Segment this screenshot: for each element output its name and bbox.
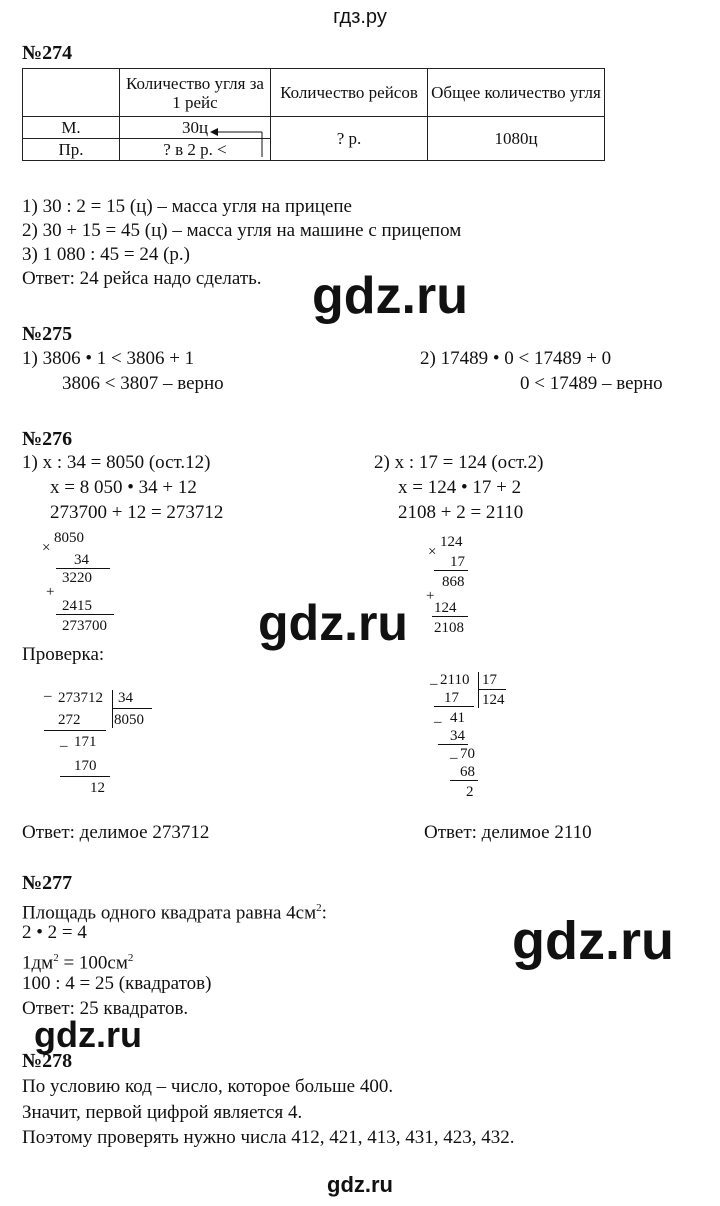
task-274-line-1: 1) 30 : 2 = 15 (ц) – масса угля на прицепе [22,196,352,217]
times-sign: × [428,544,437,560]
task-276-right-2: x = 124 • 17 + 2 [398,477,522,498]
mul-a-multiplicand: 8050 [54,530,84,546]
minus-sign: – [434,714,442,730]
task-276-left-1: 1) x : 34 = 8050 (ост.12) [22,452,211,473]
watermark-2: gdz.ru [258,595,408,651]
long-division-b [426,664,526,804]
colon: : [321,902,327,924]
mul-a-partial-2: 2415 [62,598,92,614]
task-276-answer-a: Ответ: делимое 273712 [22,822,210,843]
div-b-dividend: 2110 [440,672,470,688]
div-a-remainder-1: 171 [74,734,97,750]
superscript: 2 [316,902,322,914]
minus-sign: – [430,676,438,692]
mul-a-result: 273700 [62,618,107,634]
task-278-title: №278 [22,1050,73,1072]
minus-sign: – [450,750,458,766]
task-278-line-1: По условию код – число, которое больше 400. [22,1076,394,1097]
table-row-label-m: М. [23,117,120,139]
task-275-right-2: 0 < 17489 – верно [520,373,663,394]
table-cell-trips: ? р. [271,117,428,161]
plus-sign: + [426,588,435,604]
task-277-line-4: 100 : 4 = 25 (квадратов) [22,973,212,994]
mul-a-partial-1: 3220 [62,570,92,586]
table-cell-total: 1080ц [428,117,605,161]
div-a-sub-1: 272 [58,712,81,728]
task-275-left-2: 3806 < 3807 – верно [62,373,224,394]
task-274-title: №274 [22,42,73,64]
task-276-right-1: 2) x : 17 = 124 (ост.2) [374,452,544,473]
plus-sign: + [46,584,55,600]
site-header: гдз.ру [333,6,387,28]
task-276-right-3: 2108 + 2 = 2110 [398,502,524,523]
div-a-sub-2: 170 [74,758,97,774]
table-corner [23,69,120,117]
table-header-trips: Количество рейсов [271,69,428,117]
task-275-left-1: 1) 3806 • 1 < 3806 + 1 [22,348,195,369]
area-text: Площадь одного квадрата равна 4см [22,902,317,924]
mul-b-result: 2108 [434,620,464,636]
comparison-arrow-icon [200,124,270,160]
task-277-title: №277 [22,872,73,894]
task-278-line-3: Поэтому проверять нужно числа 412, 421, 413, 431, 423, 432. [22,1127,515,1148]
minus-sign: – [60,738,68,754]
watermark-1: gdz.ru [312,267,468,325]
task-274-line-2: 2) 30 + 15 = 45 (ц) – масса угля на машине с прицепом [22,220,462,241]
div-a-dividend: 273712 [58,690,103,706]
watermark-4: gdz.ru [34,1014,142,1055]
multiplication-b [420,530,500,638]
task-277-line-1 [22,897,327,924]
mul-b-multiplier: 17 [450,554,465,570]
table-cell-pr-value: ? в 2 р. < [120,139,271,161]
task-277-line-2: 2 • 2 = 4 [22,922,87,943]
div-b-sub-1: 17 [444,690,459,706]
div-b-quotient: 124 [482,692,505,708]
task-274-line-3: 3) 1 080 : 45 = 24 (р.) [22,244,190,265]
task-274-table [22,68,605,161]
cm-text: = 100см [58,952,128,974]
site-footer: gdz.ru [327,1172,393,1197]
div-a-divisor: 34 [118,690,133,706]
task-276-left-3: 273700 + 12 = 273712 [50,502,224,523]
times-sign: × [42,540,51,556]
long-division-a [30,680,170,800]
task-276-left-2: x = 8 050 • 34 + 12 [50,477,197,498]
mul-b-partial-2: 124 [434,600,457,616]
mul-b-multiplicand: 124 [440,534,463,550]
task-277-answer: Ответ: 25 квадратов. [22,998,189,1019]
dm-text: 1дм [22,952,54,974]
table-cell-m-value: 30ц [120,117,271,139]
div-a-quotient: 8050 [114,712,144,728]
task-277-line-3 [22,947,133,974]
task-275-right-1: 2) 17489 • 0 < 17489 + 0 [420,348,612,369]
task-276-title: №276 [22,428,73,450]
task-274-answer: Ответ: 24 рейса надо сделать. [22,268,262,289]
div-b-remainder-2: 70 [460,746,475,762]
superscript: 2 [53,952,59,964]
task-276-answer-b: Ответ: делимое 2110 [424,822,592,843]
task-278-line-2: Значит, первой цифрой является 4. [22,1102,303,1123]
mul-a-multiplier: 34 [74,552,89,568]
div-b-sub-2: 34 [450,728,465,744]
watermark-3: gdz.ru [512,911,674,971]
table-row-label-pr: Пр. [23,139,120,161]
div-b-remainder-1: 41 [450,710,465,726]
multiplication-a [30,530,130,638]
minus-sign: – [44,688,52,704]
div-b-divisor: 17 [482,672,497,688]
div-b-remainder: 2 [466,784,474,800]
check-label: Проверка: [22,644,105,665]
div-a-remainder: 12 [90,780,105,796]
div-b-sub-3: 68 [460,764,475,780]
task-275-title: №275 [22,323,73,345]
table-header-total: Общее количество угля [428,69,605,117]
mul-b-partial-1: 868 [442,574,465,590]
superscript: 2 [127,952,134,964]
table-header-coal-per-trip: Количество угля за 1 рейс [120,69,271,117]
